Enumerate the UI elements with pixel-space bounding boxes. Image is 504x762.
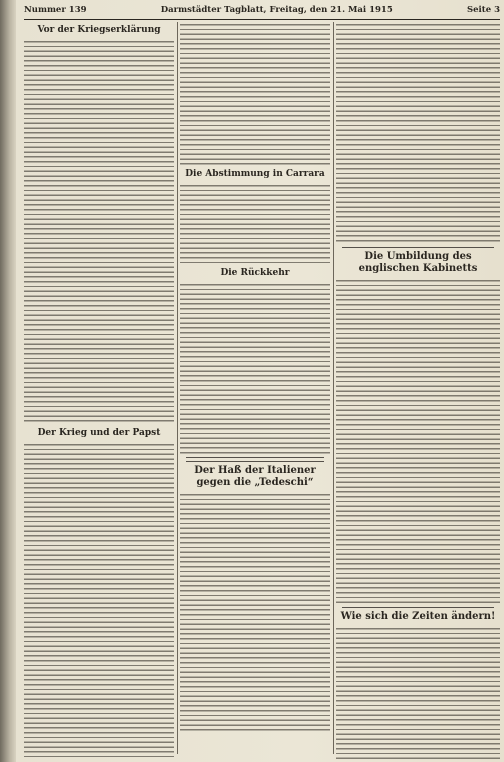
headline-hass-der-italiener: Der Haß der Italiener gegen die „Tedeschi“	[194, 465, 316, 488]
article-body	[180, 282, 330, 454]
article-body	[336, 278, 500, 604]
section-rule	[342, 607, 494, 608]
headline-vor-der-kriegserklaerung: Vor der Kriegserklärung	[37, 25, 161, 35]
headline-rueckkehr: Die Rückkehr	[220, 268, 290, 278]
page-number: Seite 3	[467, 5, 500, 15]
article-body	[180, 492, 330, 732]
column-divider	[333, 22, 334, 754]
article-body	[24, 39, 174, 425]
headline-abstimmung-carrara: Die Abstimmung in Carrara	[185, 169, 325, 179]
header-rule	[24, 19, 500, 20]
headline-wie-sich-die-zeiten-aendern: Wie sich die Zeiten ändern!	[340, 611, 496, 622]
masthead: Darmstädter Tagblatt, Freitag, den 21. Mai 1915	[160, 5, 393, 15]
article-body	[180, 183, 330, 265]
article-body	[180, 22, 330, 166]
column-divider	[177, 22, 178, 754]
page-header	[24, 2, 500, 18]
article-body	[24, 442, 174, 757]
section-rule	[342, 247, 494, 248]
column-2	[180, 22, 330, 732]
page-binding-edge	[0, 0, 16, 762]
headline-umbildung-kabinett: Die Umbildung des englischen Kabinetts	[358, 251, 478, 274]
issue-number: Nummer 139	[24, 5, 87, 15]
article-body	[336, 626, 500, 762]
column-3	[336, 22, 500, 762]
article-body	[336, 22, 500, 244]
headline-krieg-und-papst: Der Krieg und der Papst	[37, 428, 161, 438]
column-1	[24, 22, 174, 757]
section-rule	[186, 461, 324, 462]
section-rule	[186, 457, 324, 458]
